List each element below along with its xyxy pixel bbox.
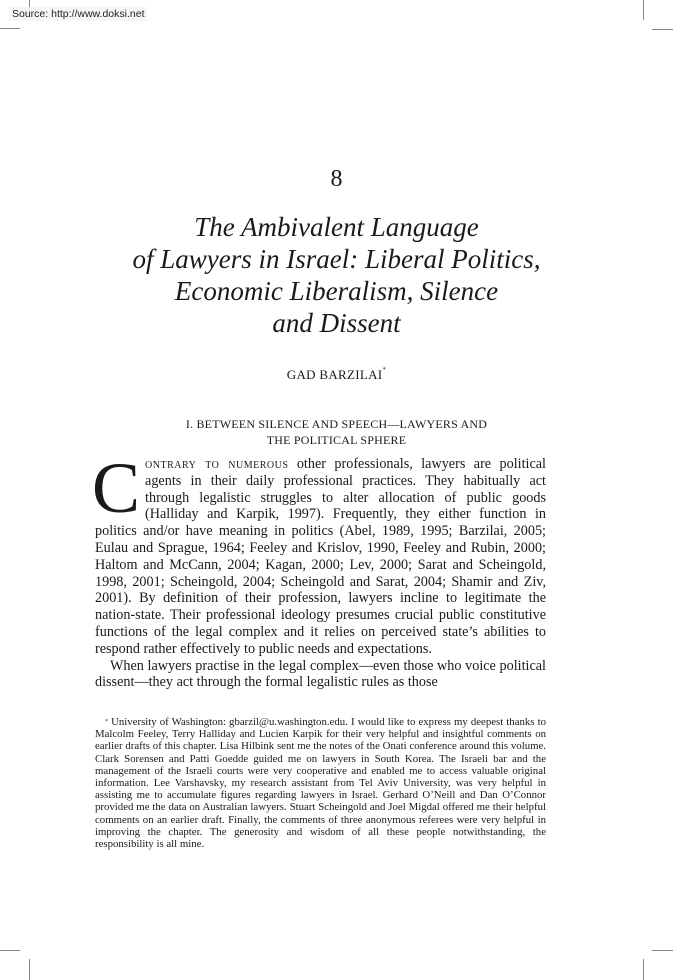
author-byline bbox=[0, 367, 673, 383]
section-heading bbox=[0, 416, 673, 448]
crop-mark-top-right-v bbox=[643, 0, 644, 20]
source-watermark: Source: http://www.doksi.net bbox=[9, 7, 147, 21]
footnote-mark: * bbox=[105, 719, 108, 725]
chapter-title bbox=[0, 211, 673, 339]
chapter-number: 8 bbox=[330, 166, 343, 192]
section-heading-line: THE POLITICAL SPHERE bbox=[266, 433, 407, 447]
crop-mark-bottom-left-h bbox=[0, 950, 20, 951]
footnote-text: University of Washington: gbarzil@u.washington.edu. I would like to express my deepest thanks to Malcolm Feeley, Terry Halliday and Lucien Karpik for their very helpful and insightful comments on earlier drafts of this chapter. Lisa Hilbink sent me the notes of the Onati conference around this volume. Clark Sorensen and Patti Goedde guided me on lawyers in South Korea. The Israeli bar and the management of the Israeli courts were very cooperative and enabled me to access valuable original information. Lee Varshavsky, my research assistant from Tel Aviv University, was very helpful in assisting me to accumulate figures regarding lawyers in Israel. Gerhard O’Neill and Dan O’Connor provided me the data on Australian lawyers. Stuart Scheingold and Joel Migdal offered me their helpful comments on an earlier draft. Finally, the comments of three anonymous referees were very helpful in improving the chapter. The generosity and wisdom of all these people notwithstanding, the responsibility is all mine. bbox=[95, 716, 546, 851]
title-line: and Dissent bbox=[272, 308, 401, 338]
crop-mark-bottom-right-v bbox=[643, 959, 644, 980]
title-line: of Lawyers in Israel: Liberal Politics, bbox=[132, 244, 541, 274]
crop-mark-bottom-left-v bbox=[29, 959, 30, 980]
footnote-paragraph bbox=[95, 716, 546, 850]
drop-cap: C bbox=[92, 448, 141, 528]
paragraph bbox=[92, 448, 546, 658]
paragraph: When lawyers practise in the legal complex—even those who voice political dissent—they act through the formal legalistic rules as those bbox=[95, 657, 546, 691]
title-line: Economic Liberalism, Silence bbox=[174, 276, 499, 306]
lead-in-smallcaps: ontrary to numerous bbox=[145, 456, 289, 472]
crop-mark-bottom-right-h bbox=[652, 950, 673, 951]
footnote bbox=[95, 716, 546, 850]
crop-mark-top-right-h bbox=[652, 29, 673, 30]
author-name: GAD BARZILAI bbox=[286, 367, 383, 382]
title-line: The Ambivalent Language bbox=[194, 212, 479, 242]
crop-mark-top-left-h bbox=[0, 28, 20, 29]
section-heading-line: I. BETWEEN SILENCE AND SPEECH—LAWYERS AND bbox=[185, 417, 488, 431]
body-text bbox=[92, 448, 546, 691]
paragraph-text: other professionals, lawyers are political agents in their daily professional practices. They habitually act through legalistic struggles to alter allocation of public goods (Halliday and Karpik, 1997). Frequently, they either function in politics and/or have meaning in politics (Abel, 1989, 1995; Barzilai, 2005; Eulau and Sprague, 1964; Feeley and Krislov, 1990, Feeley and Rubin, 2000; Haltom and McCann, 2004; Kagan, 2000; Lev, 2000; Sarat and Scheingold, 1998, 2001; Scheingold, 2004; Scheingold and Sarat, 2004; Shamir and Ziv, 2001). By definition of their profession, lawyers incline to legitimate the nation-state. Their professional ideology presumes crucial public constitutive functions of the legal complex and it relies on perceived state’s abilities to respond rather effectively to public needs and expectations. bbox=[95, 456, 546, 657]
footnote-marker: * bbox=[382, 366, 387, 374]
